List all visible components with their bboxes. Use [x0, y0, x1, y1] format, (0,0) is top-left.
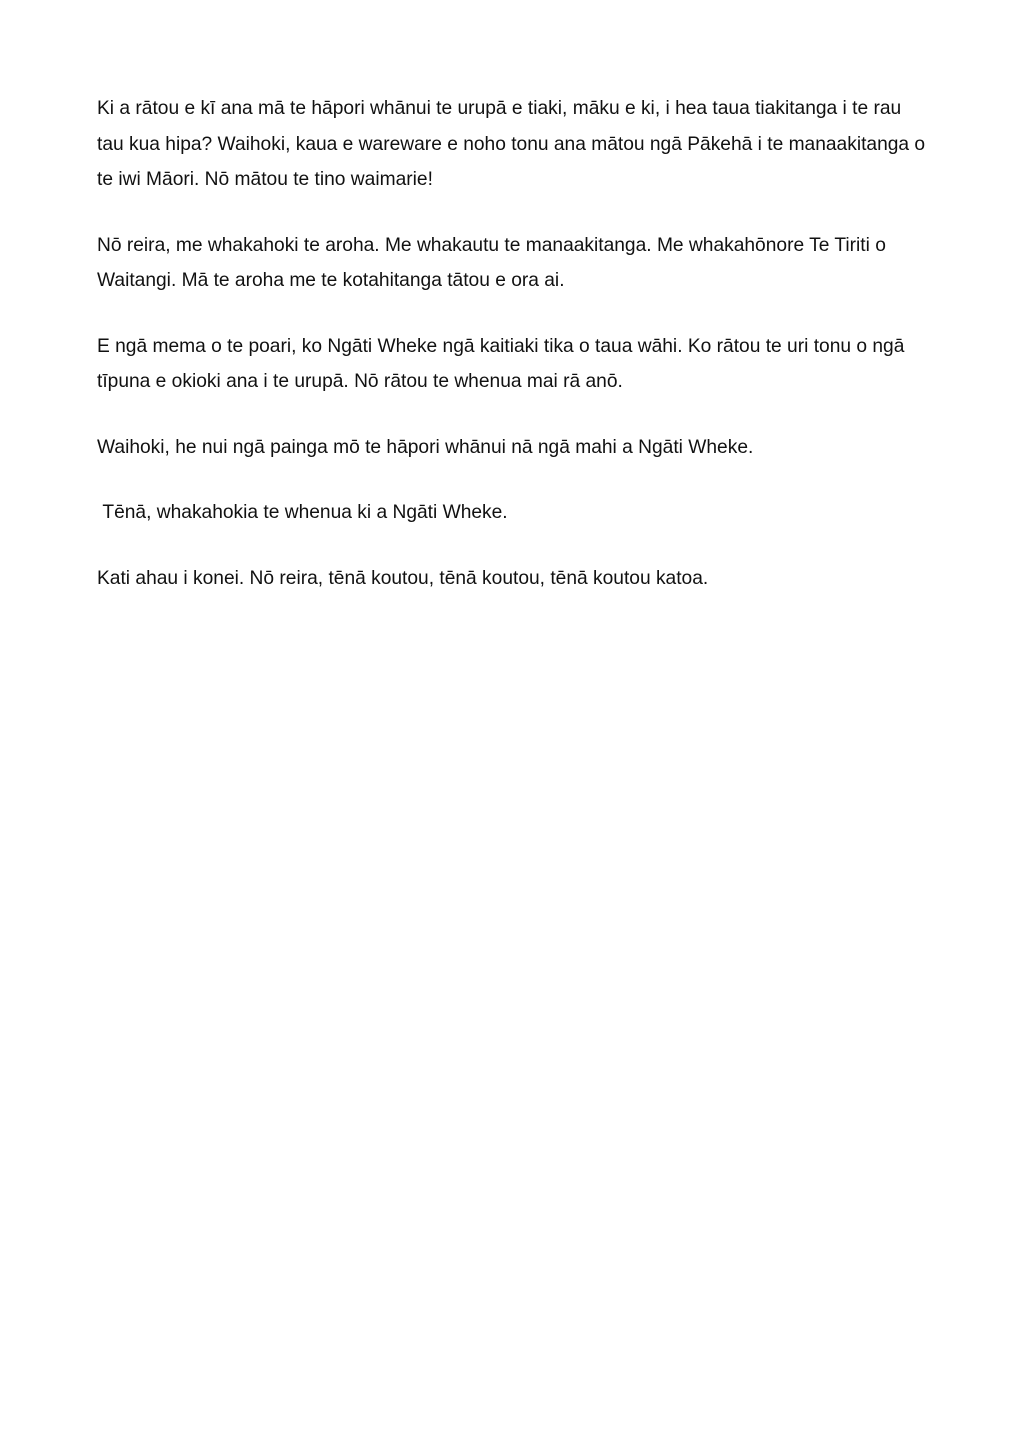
paragraph-4: Waihoki, he nui ngā painga mō te hāpori whānui nā ngā mahi a Ngāti Wheke. [97, 436, 754, 458]
paragraph-6: Kati ahau i konei. Nō reira, tēnā koutou, tēnā koutou, tēnā koutou katoa. [97, 567, 709, 589]
paragraph-3: E ngā mema o te poari, ko Ngāti Wheke ngā kaitiaki tika o taua wāhi. Ko rātou te uri tonu o ngā tīpuna e okioki ana i te urupā. Nō rātou te whenua mai rā anō. [97, 335, 905, 392]
paragraph-5: Tēnā, whakahokia te whenua ki a Ngāti Wheke. [97, 502, 508, 523]
paragraph-2: Nō reira, me whakahoki te aroha. Me whakautu te manaakitanga. Me whakahōnore Te Tiriti o Waitangi. Mā te aroha me te kotahitanga tātou e ora ai. [97, 234, 886, 291]
document-body [97, 91, 927, 626]
paragraph-1: Ki a rātou e kī ana mā te hāpori whānui te urupā e tiaki, māku e ki, i hea taua tiakitanga i te rau tau kua hipa? Waihoki, kaua e wareware e noho tonu ana mātou ngā Pākehā i te manaakitanga o te iwi Māori. Nō mātou te tino waimarie! [97, 98, 926, 190]
